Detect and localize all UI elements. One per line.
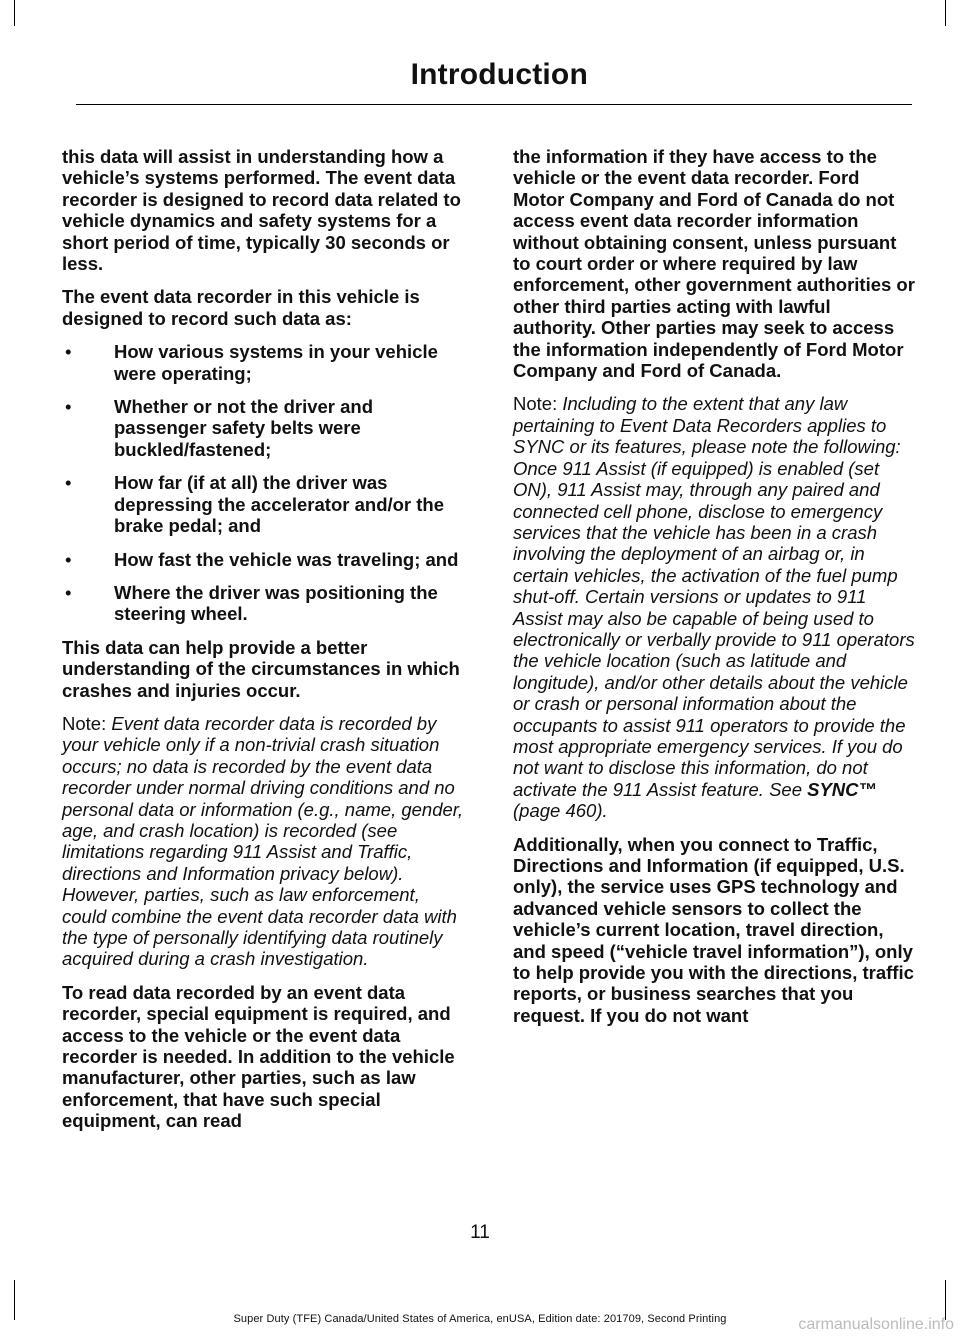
bullet-icon: • [65, 341, 72, 363]
bullet-icon: • [65, 472, 72, 494]
bullet-icon: • [65, 581, 72, 603]
footer-edition: Super Duty (TFE) Canada/United States of America, enUSA, Edition date: 201709, Second Printing [233, 1313, 727, 1325]
note-label: Note: [62, 712, 107, 734]
page-title: Introduction [410, 58, 588, 91]
paragraph: the information if they have access to the vehicle or the event data recorder. Ford Motor Company and Ford of Canada do not access event data recorder information without obtaining consent, unless pursuant to court order or where required by law enforcement, other government authorities or other third parties acting with lawful authority. Other parties may seek to access the information independently of Ford Motor Company and Ford of Canada. [513, 146, 915, 382]
page-number: 11 [470, 1222, 490, 1243]
paragraph: Additionally, when you connect to Traffic, Directions and Information (if equipped, U.S. only), the service uses GPS technology and advanced vehicle sensors to collect the vehicle’s current location, travel direction, and speed (“vehicle travel information”), only to help provide you with the directions, traffic reports, or business searches that you request. If you do not want [513, 833, 914, 1026]
list-item [62, 396, 464, 460]
list-item [62, 582, 464, 625]
note-text: Event data recorder data is recorded by your vehicle only if a non-trivial crash situation occurs; no data is recorded by the event data recorder under normal driving conditions and no personal data or information (e.g., name, gender, age, and crash location) is recorded (see limitations regarding 911 Assist and Traffic, directions and Information privacy below). However, parties, such as law enforcement, could combine the event data recorder data with the type of personally identifying data routinely acquired during a crash investigation. [62, 712, 464, 970]
left-column [62, 146, 464, 1144]
see-prefix: See [769, 778, 802, 800]
right-column [513, 146, 915, 1038]
note-label: Note: [513, 393, 558, 415]
bullet-icon: • [65, 396, 72, 418]
watermark: carmanualsonline.info [798, 1316, 954, 1333]
paragraph: This data can help provide a better understanding of the circumstances in which crashes and injuries occur. [62, 636, 460, 701]
note [62, 713, 464, 970]
list-item-text: How fast the vehicle was traveling; and [114, 548, 459, 570]
list-item-text: Where the driver was positioning the steering wheel. [114, 581, 438, 625]
crop-mark-top-left [14, 0, 15, 26]
list-item-text: Whether or not the driver and passenger safety belts were buckled/fastened; [114, 396, 374, 460]
list-item-text: How various systems in your vehicle were operating; [114, 341, 438, 384]
crop-mark-top-right [945, 0, 946, 26]
paragraph: The event data recorder in this vehicle is designed to record such data as: [62, 286, 420, 329]
header-divider [76, 104, 912, 105]
note-text: Including to the extent that any law pertaining to Event Data Recorders applies to SYNC or its features, please note the following: Once 911 Assist (if equipped) is enabled (set ON), 911 Assist may, through any paired and connected cell phone, disclose to emergency services that the vehicle has been in a crash involving the deployment of an airbag or, in certain vehicles, the activation of the fuel pump shut-off. Certain versions or updates to 911 Assist may also be capable of being used to electronically or verbally provide to 911 operators the vehicle location (such as latitude and longitude), and/or other details about the vehicle or crash or personal information about the occupants to assist 911 operators to provide the most appropriate emergency services. If you do not want to disclose this information, do not activate the 911 Assist feature. [513, 393, 915, 800]
cross-reference-link[interactable]: SYNC™ [807, 778, 878, 800]
list-item [62, 549, 464, 570]
paragraph: this data will assist in understanding how a vehicle’s systems performed. The event data recorder is designed to record data related to vehicle dynamics and safety systems for a short period of time, typically 30 seconds or less. [62, 146, 461, 275]
list-item [62, 341, 464, 384]
bullet-list [62, 341, 464, 624]
list-item [62, 472, 464, 536]
note [513, 393, 915, 821]
bullet-icon: • [65, 548, 72, 570]
paragraph: To read data recorded by an event data recorder, special equipment is required, and access to the vehicle or the event data recorder is needed. In addition to the vehicle manufacturer, other parties, such as law enforcement, that have such special equipment, can read [62, 981, 455, 1132]
list-item-text: How far (if at all) the driver was depressing the accelerator and/or the brake pedal; and [114, 472, 445, 537]
cross-reference-page: (page 460). [513, 800, 608, 822]
